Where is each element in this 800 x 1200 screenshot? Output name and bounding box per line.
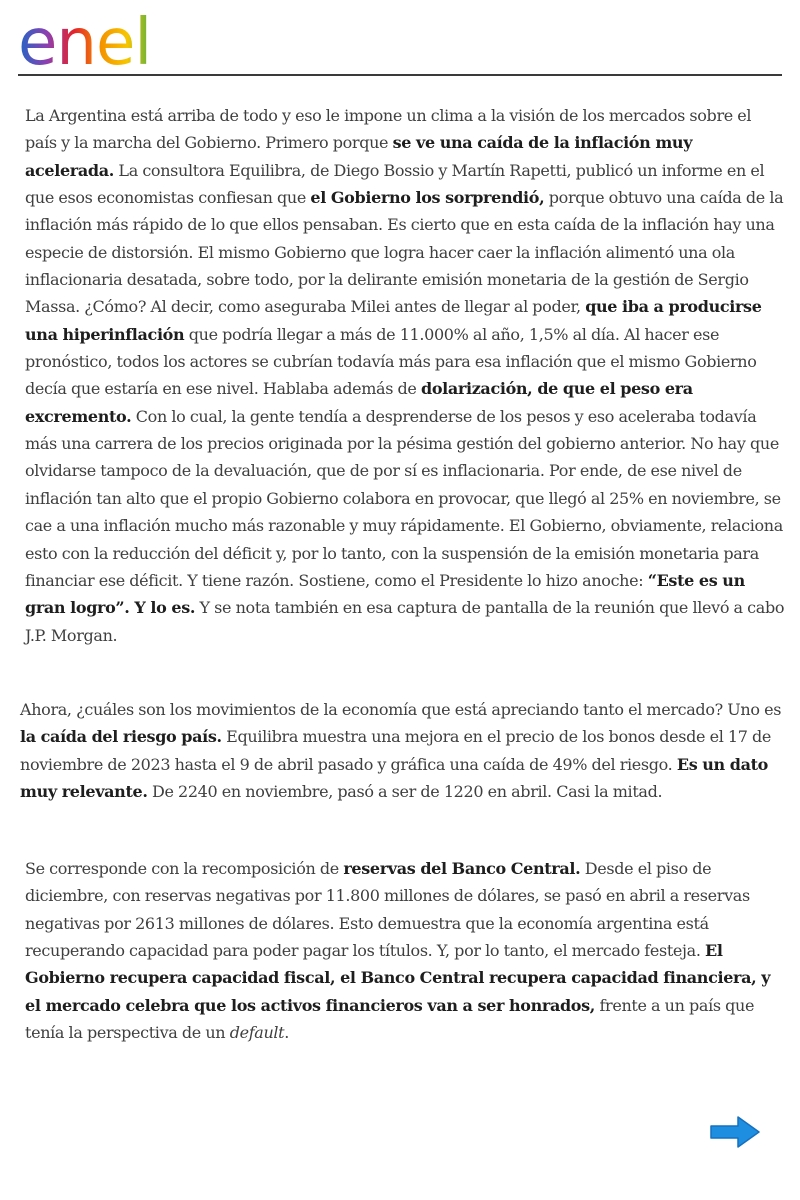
header-divider xyxy=(18,74,782,76)
text-segment: La Argentina está arriba de todo y eso le impone un clima a la visión de los mercados sobre el país y la marcha del Gobierno. Primero porque xyxy=(25,106,752,153)
text-segment: porque obtuvo una caída de la inflación más rápido de lo que ellos pensaban. Es cierto que en esta caída de la inflación hay una especie de distorsión. El mismo Gobierno que logra hacer caer la inflación alimentó una ola inflacionaria desatada, sobre todo, por la delirante emisión monetaria de la gestión de Sergio Massa. ¿Cómo? Al decir, como aseguraba Milei antes de llegar al poder, xyxy=(25,188,784,317)
bold-text-segment: dolarización, de que el peso era excremento. xyxy=(25,379,693,426)
arrow-right-icon[interactable] xyxy=(711,1117,759,1147)
bold-text-segment: se ve una caída de la inflación muy acelerada. xyxy=(25,133,693,180)
text-segment: que podría llegar a más de 11.000% al año, 1,5% al día. Al hacer ese pronóstico, todos los actores se cubrían todavía más para esa inflación que el mismo Gobierno decía que estaría en ese nivel. Hablaba además de xyxy=(25,324,757,399)
text-segment: Desde el piso de diciembre, con reservas negativas por 11.800 millones de dólares, se pasó en abril a reservas negativas por 2613 millones de dólares. Esto demuestra que la economía argentina está recuperando capacidad para poder pagar los títulos. Y, por lo tanto, el mercado festeja. xyxy=(25,859,750,961)
bold-text-segment: la caída del riesgo país. xyxy=(20,727,222,747)
next-page-button[interactable] xyxy=(708,1114,762,1150)
text-segment: Ahora, ¿cuáles son los movimientos de la economía que está apreciando tanto el mercado? Uno es xyxy=(20,700,782,719)
text-segment: . xyxy=(284,1023,290,1043)
text-segment: Se corresponde con la recomposición de xyxy=(25,859,344,878)
text-segment: De 2240 en noviembre, pasó a ser de 1220 en abril. Casi la mitad. xyxy=(147,782,663,802)
article-paragraph-3 xyxy=(25,855,785,1046)
bold-text-segment: que iba a producirse una hiperinflación xyxy=(25,297,762,344)
enel-logo-text: enel xyxy=(18,8,152,70)
article-paragraph-2 xyxy=(20,696,785,805)
bold-text-segment: El Gobierno recupera capacidad fiscal, el Banco Central recupera capacidad financiera, y el mercado celebra que los activos financieros van a ser honrados, xyxy=(25,941,771,1015)
text-segment: La consultora Equilibra, de Diego Bossio y Martín Rapetti, publicó un informe en el que esos economistas confiesan que xyxy=(25,160,765,208)
bold-text-segment: el Gobierno los sorprendió, xyxy=(310,188,545,208)
text-segment: Con lo cual, la gente tendía a desprenderse de los pesos y eso aceleraba todavía más una carrera de los precios originada por la pésima gestión del gobierno anterior. No hay que olvidarse tampoco de la devaluación, que de por sí es inflacionaria. Por ende, de ese nivel de inflación tan alto que el propio Gobierno colabora en provocar, que llegó al 25% en noviembre, se cae a una inflación mucho más razonable y muy rápidamente. El Gobierno, obviamente, relaciona esto con la reducción del déficit y, por lo tanto, con la suspensión de la emisión monetaria para financiar ese déficit. Y tiene razón. Sostiene, como el Presidente lo hizo anoche: xyxy=(25,406,783,590)
bold-text-segment: reservas del Banco Central. xyxy=(343,859,581,878)
text-segment: Y se nota también en esa captura de pantalla de la reunión que llevó a cabo J.P. Morgan. xyxy=(25,598,785,645)
text-segment: Equilibra muestra una mejora en el precio de los bonos desde el 17 de noviembre de 2023 hasta el 9 de abril pasado y gráfica una caída de 49% del riesgo. xyxy=(20,727,772,774)
italic-text-segment: default xyxy=(229,1023,285,1043)
enel-logo xyxy=(18,8,180,70)
article-paragraph-1 xyxy=(25,102,785,649)
bold-text-segment: “Este es un gran logro”. Y lo es. xyxy=(25,570,745,618)
text-segment: frente a un país que tenía la perspectiva de un xyxy=(25,995,755,1043)
bold-text-segment: Es un dato muy relevante. xyxy=(20,754,768,802)
